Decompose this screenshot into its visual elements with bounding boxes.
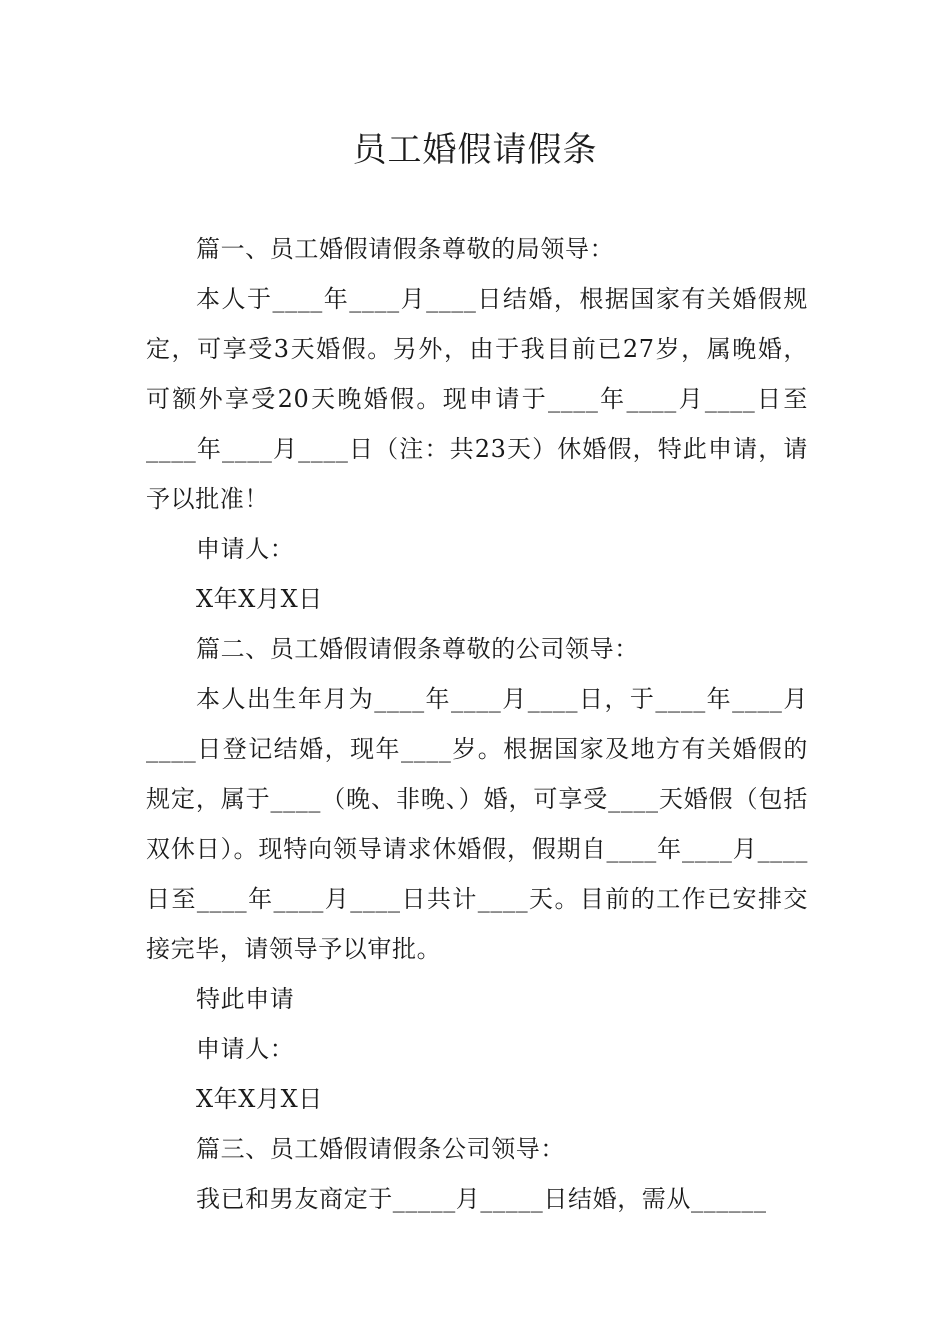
document-body [146, 224, 808, 1224]
applicant-label-2: 申请人： [196, 1035, 295, 1063]
section-heading-1: 篇一、员工婚假请假条尊敬的局领导： [196, 235, 615, 263]
paragraph-3: 我已和男友商定于_____月_____日结婚，需从______ [196, 1185, 767, 1213]
section-heading-2: 篇二、员工婚假请假条尊敬的公司领导： [196, 635, 639, 663]
applicant-label-1: 申请人： [196, 535, 295, 563]
paragraph-2: 本人出生年月为____年____月____日，于____年____月____日登记结婚，现年____岁。根据国家及地方有关婚假的规定，属于____（晚、非晚、）婚，可享受____天婚假（包括双休日）。现特向领导请求休婚假，假期自____年____月____日至____年____月____日共计____天。目前的工作已安排交接完毕，请领导予以审批。 [146, 685, 808, 963]
date-line-1: X年X月X日 [196, 585, 323, 613]
closing-line: 特此申请 [196, 985, 295, 1013]
section-heading-3: 篇三、员工婚假请假条公司领导： [196, 1135, 565, 1163]
date-line-2: X年X月X日 [196, 1085, 323, 1113]
paragraph-1: 本人于____年____月____日结婚，根据国家有关婚假规定，可享受3天婚假。另外，由于我目前已27岁，属晚婚，可额外享受20天晚婚假。现申请于____年____月____日至____年____月____日（注：共23天）休婚假，特此申请，请予以批准！ [146, 285, 808, 513]
document-title: 员工婚假请假条 [352, 130, 598, 170]
